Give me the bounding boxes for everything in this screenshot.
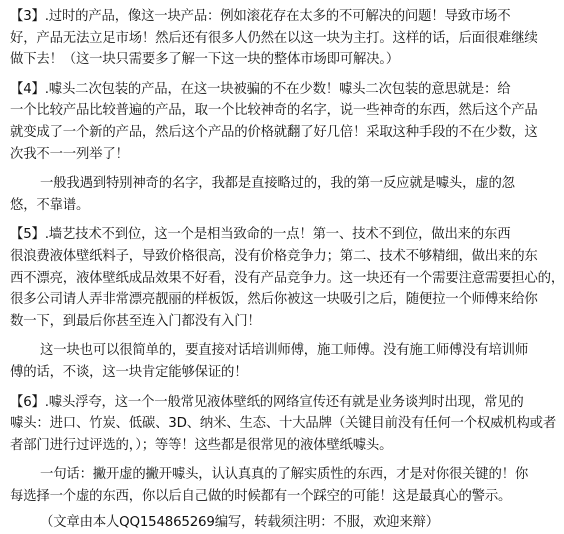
text-line: 好，产品无法立足市场！然后还有很多人仍然在以这一块为主打。这样的话，后面很难继续 bbox=[10, 30, 538, 46]
text-line: 【6】.噱头浮夸，这一个一般常见液体壁纸的网络宣传还有就是业务谈判时出现，常见的 bbox=[10, 394, 524, 410]
text-line: 这一块也可以很简单的，要直接对话培训师傅，施工师傅。没有施工师傅没有培训师 bbox=[40, 343, 529, 359]
text-line: 每选择一个虚的东西，你以后自己做的时候都有一个踩空的可能！这是最真心的警示。 bbox=[10, 488, 512, 504]
text-line: 【3】.过时的产品，像这一块产品：例如滚花存在太多的不可解决的问题！导致市场不 bbox=[10, 9, 511, 24]
text-line: 很多公司请人弄非常漂亮靓丽的样板饭，然后你被这一块吸引之后，随便拉一个师傅来给你 bbox=[10, 292, 538, 308]
text-line: 一般我遇到特别神奇的名字，我都是直接略过的，我的第一反应就是噱头，虚的忽 bbox=[40, 176, 515, 192]
text-line: 次我不一一列举了！ bbox=[10, 146, 129, 162]
text-line: 数一下，到最后你甚至连入门都没有入门！ bbox=[10, 313, 261, 329]
conclusion-paragraph bbox=[10, 464, 529, 507]
author-footer bbox=[10, 512, 490, 534]
paragraph-4-note bbox=[10, 173, 515, 216]
text-line: 做下去！（这一块只需要多了解一下这一块的整体市场即可解决。） bbox=[10, 52, 400, 68]
text-line: 傅的话，不谈，这一块肯定能够保证的！ bbox=[10, 364, 248, 380]
text-line: 【4】.噱头二次包装的产品，在这一块被骗的不在少数！噱头二次包装的意思就是：给 bbox=[10, 81, 511, 97]
text-line: 很浪费液体壁纸料子，导致价格很高，没有价格竞争力；第二、技术不够精细，做出来的东 bbox=[10, 248, 538, 264]
text-line: 一句话：撇开虚的撇开噱头，认认真真的了解实质性的东西，才是对你很关键的！你 bbox=[40, 467, 529, 483]
text-line: 西不漂亮，液体壁纸成品效果不好看，没有产品竞争力。这一块还有一个需要注意需要担心的， bbox=[10, 270, 564, 286]
text-line: 噱头：进口、竹炭、低碳、3D、纳米、生态、十大品牌（关键目前没有任何一个权威机构或者 bbox=[10, 416, 557, 432]
paragraph-5-note bbox=[10, 340, 529, 383]
paragraph-5 bbox=[10, 224, 564, 332]
text-line: 【5】.墙艺技术不到位，这一个是相当致命的一点！第一、技术不到位，做出来的东西 bbox=[10, 227, 511, 243]
paragraph-6 bbox=[10, 392, 557, 457]
paragraph-4 bbox=[10, 79, 538, 165]
text-line: 者部门进行过评选的，）；等等！这些都是很常见的液体壁纸噱头。 bbox=[10, 437, 393, 453]
text-line: 悠，不靠谱。 bbox=[10, 197, 90, 213]
footer-line: （文章由本人QQ154865269编写，转载须注明：不服，欢迎来辩） bbox=[40, 515, 439, 531]
paragraph-3 bbox=[10, 6, 538, 71]
text-line: 就变成了一个新的产品，然后这个产品的价格就翻了好几倍！采取这种手段的不在少数，这 bbox=[10, 124, 538, 140]
text-line: 一个比较产品比较普遍的产品，取一个比较神奇的名字，说一些神奇的东西，然后这个产品 bbox=[10, 103, 538, 119]
